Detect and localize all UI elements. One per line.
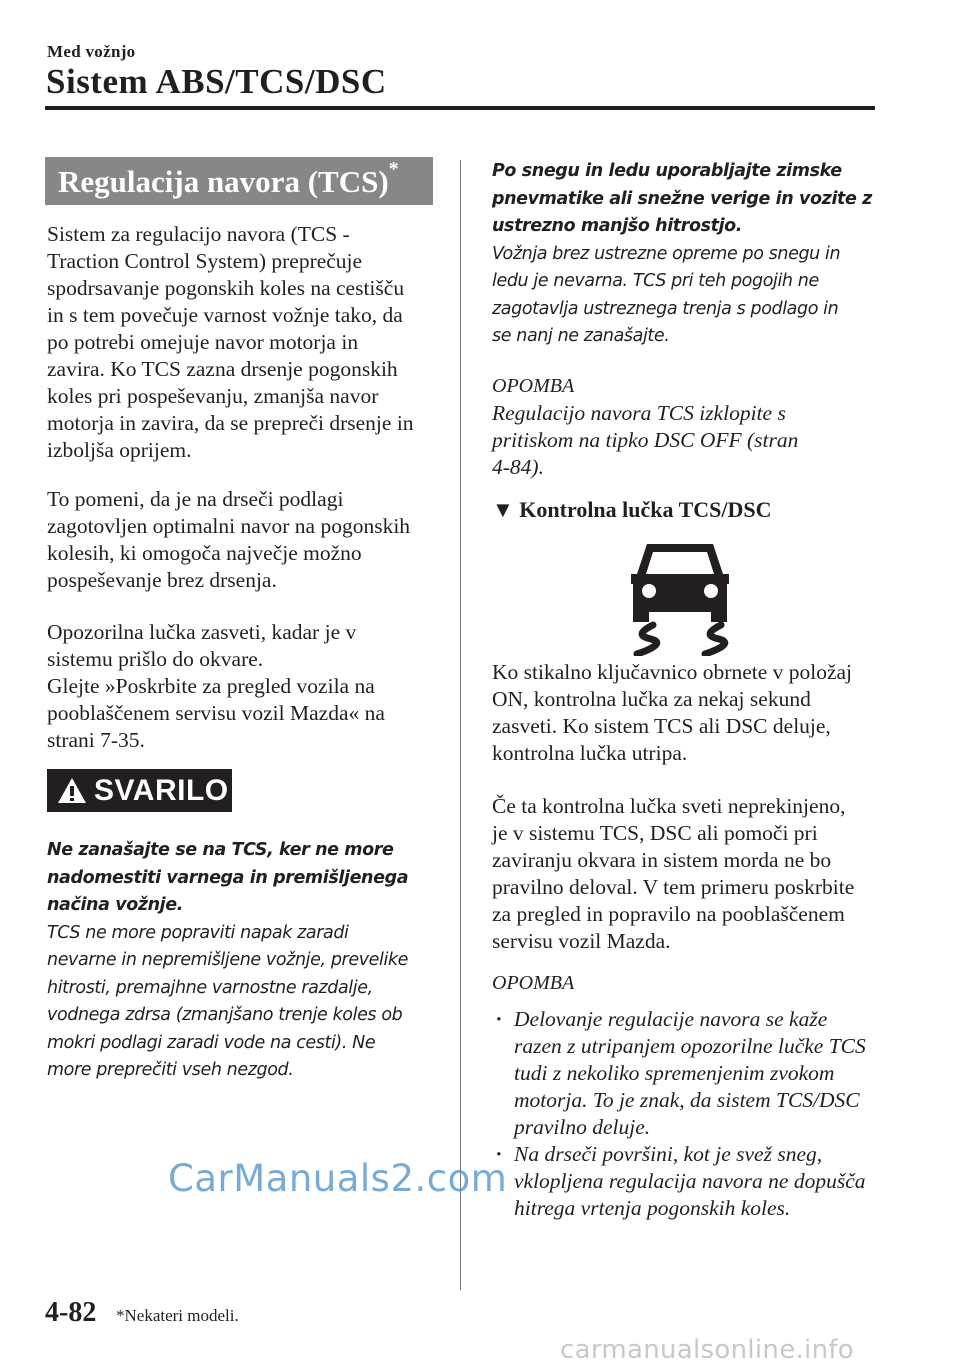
line: ledu je nevarna. TCS pri teh pogojih ne: [492, 271, 819, 291]
line: nevarne in nepremišljene vožnje, prevelike: [47, 950, 409, 970]
line: koles pri pospeševanju, zmanjša navor: [47, 384, 379, 408]
line: kolesih, ki omogoča največje možno: [47, 541, 362, 565]
line: Vožnja brez ustrezne opreme po snegu in: [492, 243, 841, 264]
line: vklopljena regulacija navora ne dopušča: [514, 1169, 866, 1193]
line: ON, kontrolna lučka za nekaj sekund: [492, 687, 811, 711]
bold-line: ustrezno manjšo hitrostjo.: [492, 216, 743, 236]
tcs-skid-warning-icon: [625, 538, 735, 656]
warning-triangle-icon: [57, 776, 87, 806]
page-number: 4-82: [45, 1297, 97, 1328]
line: [47, 837, 447, 865]
line: motorja. To je znak, da sistem TCS/DSC: [514, 1088, 860, 1112]
line: more preprečiti vseh nezgod.: [47, 1060, 294, 1080]
page-title: Sistem ABS/TCS/DSC: [46, 62, 387, 101]
warning-label-text: SVARILO: [94, 773, 229, 807]
line: pritiskom na tipko DSC OFF (stran: [492, 428, 799, 452]
line: zagotovljen optimalni navor na pogonskih: [47, 514, 411, 538]
left-para-3: [47, 619, 442, 754]
footnote: *Nekateri modeli.: [116, 1306, 239, 1325]
line: servisu vozil Mazda.: [492, 929, 671, 953]
line: TCS ne more popraviti napak zaradi: [47, 922, 349, 943]
line: Glejte »Poskrbite za pregled vozila na: [47, 674, 375, 698]
line: zavira. Ko TCS zazna drsenje pogonskih: [47, 357, 398, 381]
section-banner: [45, 157, 433, 205]
line: Sistem za regulacijo navora (TCS -: [47, 222, 350, 246]
banner-title: Regulacija navora (TCS): [58, 164, 389, 199]
line: za pregled in popravilo na pooblaščenem: [492, 902, 845, 926]
subheading-marker: ▼: [492, 497, 514, 522]
bullet-item: [496, 1141, 891, 1222]
line: po potrebi omejuje navor motorja in: [47, 330, 359, 354]
line: pravilno deluje.: [514, 1115, 651, 1139]
note-1: [492, 373, 892, 481]
line: motorja in zavira, da se prepreči drsenje in: [47, 411, 414, 435]
line: razen z utripanjem opozorilne lučke TCS: [514, 1034, 866, 1058]
title-rule: [45, 106, 875, 110]
warning-text: [47, 837, 447, 1085]
line: pooblaščenem servisu vozil Mazda« na: [47, 701, 385, 725]
subheading-title: Kontrolna lučka TCS/DSC: [519, 497, 772, 522]
watermark-carmanualsonline: carmanualsonline.info: [560, 1335, 855, 1365]
line: hitrega vrtenja pogonskih koles.: [514, 1196, 791, 1220]
line: tudi z nekoliko spremenjenim zvokom: [514, 1061, 835, 1085]
line: Traction Control System) preprečuje: [47, 249, 363, 273]
note-heading: OPOMBA: [492, 972, 575, 994]
bold-line: pnevmatike ali snežne verige in vozite z: [492, 188, 872, 209]
line: [47, 865, 447, 893]
left-para-1: [47, 221, 442, 464]
bold-line: načina vožnje.: [47, 895, 183, 915]
left-para-2: [47, 486, 442, 594]
bold-line: Po snegu in ledu uporabljajte zimske: [492, 161, 842, 181]
right-para-4: [492, 659, 892, 767]
line: zagotavlja ustreznega trenja s podlago in: [492, 298, 839, 319]
line: strani 7-35.: [47, 728, 145, 752]
line: Regulacijo navora TCS izklopite s: [492, 401, 786, 425]
note-heading: OPOMBA: [492, 375, 575, 397]
column-divider: [460, 160, 461, 1290]
note-2-bullets: [496, 1006, 891, 1222]
line: hitrosti, premajhne varnostne razdalje,: [47, 977, 373, 998]
line: To pomeni, da je na drseči podlagi: [47, 487, 344, 511]
bullet-item: [496, 1006, 891, 1141]
bold-line: nadomestiti varnega in premišljenega: [47, 867, 409, 888]
line: · Na drseči površini, kot je svež sneg,: [514, 1142, 823, 1166]
line: kontrolna lučka utripa.: [492, 741, 688, 765]
line: vodnega zdrsa (zmanjšano trenje koles ob: [47, 1005, 403, 1025]
line: [492, 158, 892, 186]
line: mokri podlagi zaradi vode na cesti). Ne: [47, 1032, 376, 1053]
section-label: Med vožnjo: [47, 42, 136, 61]
line: zaviranju okvara in sistem morda ne bo: [492, 848, 832, 872]
line: Ko stikalno ključavnico obrnete v položaj: [492, 660, 853, 684]
line: [492, 213, 892, 241]
subheading: [492, 496, 892, 523]
line: Če ta kontrolna lučka sveti neprekinjeno,: [492, 794, 846, 818]
banner-asterisk: *: [388, 158, 399, 180]
warning-label: [47, 769, 232, 812]
line: pospeševanje brez drsenja.: [47, 568, 277, 592]
line: 4-84).: [492, 455, 544, 479]
note-2: [492, 970, 892, 997]
line: se nanj ne zanašajte.: [492, 326, 670, 346]
line: sistemu prišlo do okvare.: [47, 647, 264, 671]
line: pravilno deloval. V tem primeru poskrbite: [492, 875, 855, 899]
line: · Delovanje regulacije navora se kaže: [514, 1007, 828, 1031]
right-para-5: [492, 793, 892, 955]
watermark-carmanuals2: CarManuals2.com: [168, 1157, 508, 1200]
line: izboljša oprijem.: [47, 438, 192, 462]
bold-line: Ne zanašajte se na TCS, ker ne more: [47, 840, 394, 860]
line: Opozorilna lučka zasveti, kadar je v: [47, 620, 357, 644]
line: [492, 186, 892, 214]
line: zasveti. Ko sistem TCS ali DSC deluje,: [492, 714, 831, 738]
line: je v sistemu TCS, DSC ali pomoči pri: [492, 821, 818, 845]
line: spodrsavanje pogonskih koles na cestišču: [47, 276, 405, 300]
right-caution-text: [492, 158, 892, 351]
line: in s tem povečuje varnost vožnje tako, da: [47, 303, 403, 327]
line: [47, 892, 447, 920]
